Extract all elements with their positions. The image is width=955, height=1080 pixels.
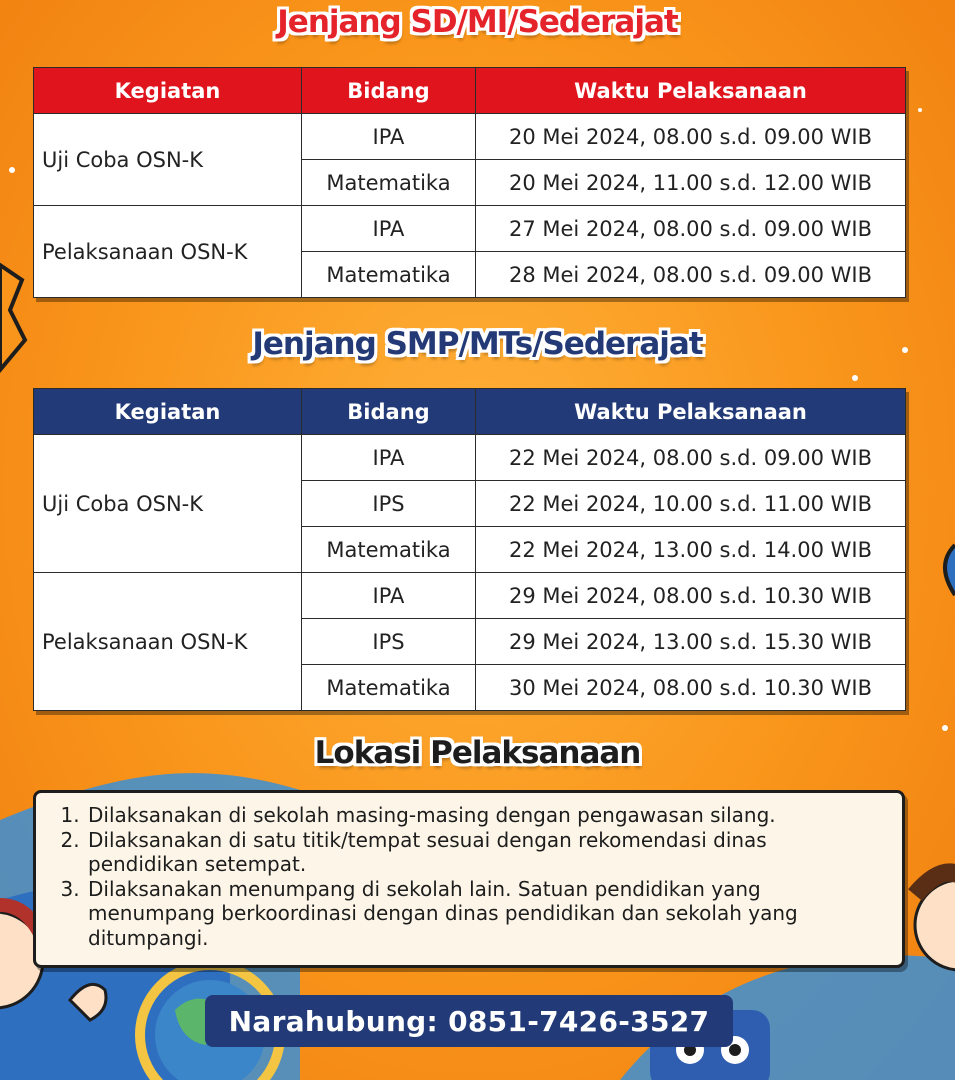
bidang-cell: IPA bbox=[302, 114, 476, 160]
bidang-cell: IPA bbox=[302, 435, 476, 481]
waktu-cell: 28 Mei 2024, 08.00 s.d. 09.00 WIB bbox=[476, 252, 906, 298]
table-row bbox=[34, 206, 906, 252]
bidang-cell: Matematika bbox=[302, 527, 476, 573]
header-bidang: Bidang bbox=[302, 389, 476, 435]
kegiatan-cell: Uji Coba OSN-K bbox=[34, 114, 302, 206]
sd-schedule-table bbox=[33, 67, 906, 298]
header-waktu: Waktu Pelaksanaan bbox=[476, 389, 906, 435]
waktu-cell: 22 Mei 2024, 13.00 s.d. 14.00 WIB bbox=[476, 527, 906, 573]
bidang-cell: IPS bbox=[302, 481, 476, 527]
waktu-cell: 27 Mei 2024, 08.00 s.d. 09.00 WIB bbox=[476, 206, 906, 252]
waktu-cell: 29 Mei 2024, 08.00 s.d. 10.30 WIB bbox=[476, 573, 906, 619]
table-header-row bbox=[34, 68, 906, 114]
waktu-cell: 29 Mei 2024, 13.00 s.d. 15.30 WIB bbox=[476, 619, 906, 665]
header-kegiatan: Kegiatan bbox=[34, 68, 302, 114]
bidang-cell: IPA bbox=[302, 573, 476, 619]
list-item: 3. Dilaksanakan menumpang di sekolah lain. Satuan pendidikan yang menumpang berkoordinasi dengan dinas pendidikan dan sekolah yang ditumpangi. bbox=[86, 877, 882, 951]
header-waktu: Waktu Pelaksanaan bbox=[476, 68, 906, 114]
table-row bbox=[34, 114, 906, 160]
kegiatan-cell: Pelaksanaan OSN-K bbox=[34, 573, 302, 711]
contact-banner bbox=[205, 995, 733, 1047]
waktu-cell: 20 Mei 2024, 11.00 s.d. 12.00 WIB bbox=[476, 160, 906, 206]
header-kegiatan: Kegiatan bbox=[34, 389, 302, 435]
lokasi-list-box bbox=[33, 790, 905, 968]
table-row bbox=[34, 435, 906, 481]
bidang-cell: Matematika bbox=[302, 160, 476, 206]
table-header-row bbox=[34, 389, 906, 435]
kegiatan-cell: Uji Coba OSN-K bbox=[34, 435, 302, 573]
waktu-cell: 20 Mei 2024, 08.00 s.d. 09.00 WIB bbox=[476, 114, 906, 160]
kegiatan-cell: Pelaksanaan OSN-K bbox=[34, 206, 302, 298]
bidang-cell: Matematika bbox=[302, 665, 476, 711]
waktu-cell: 22 Mei 2024, 08.00 s.d. 09.00 WIB bbox=[476, 435, 906, 481]
list-item: 1. Dilaksanakan di sekolah masing-masing dengan pengawasan silang. bbox=[86, 803, 882, 828]
smp-heading: Jenjang SMP/MTs/Sederajat bbox=[252, 326, 703, 362]
sd-heading: Jenjang SD/MI/Sederajat bbox=[277, 4, 678, 40]
smp-schedule-table bbox=[33, 388, 906, 711]
bidang-cell: IPS bbox=[302, 619, 476, 665]
contact-text: Narahubung: 0851-7426-3527 bbox=[228, 1004, 710, 1038]
bidang-cell: Matematika bbox=[302, 252, 476, 298]
lokasi-list bbox=[36, 793, 902, 950]
list-item: 2. Dilaksanakan di satu titik/tempat sesuai dengan rekomendasi dinas pendidikan setempat. bbox=[86, 828, 882, 877]
bidang-cell: IPA bbox=[302, 206, 476, 252]
table-row bbox=[34, 573, 906, 619]
waktu-cell: 30 Mei 2024, 08.00 s.d. 10.30 WIB bbox=[476, 665, 906, 711]
lokasi-heading: Lokasi Pelaksanaan bbox=[314, 735, 641, 771]
waktu-cell: 22 Mei 2024, 10.00 s.d. 11.00 WIB bbox=[476, 481, 906, 527]
header-bidang: Bidang bbox=[302, 68, 476, 114]
